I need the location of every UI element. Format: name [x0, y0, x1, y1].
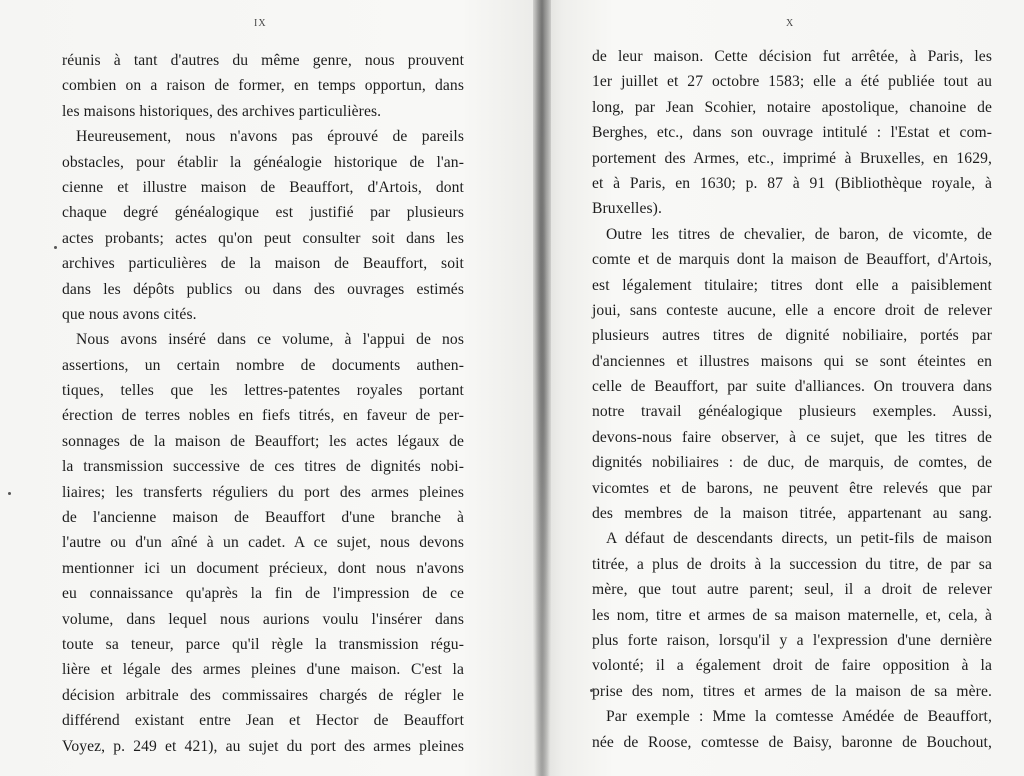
text-line: plusieurs autres titres de dignité nobiliaire, portés par: [592, 327, 992, 345]
text-line: de leur maison. Cette décision fut arrêtée, à Paris, les: [592, 48, 992, 65]
text-line: est légalement titulaire; titres dont elle a paisiblement: [592, 276, 992, 294]
text-line: eu connaissance qu'après la fin de l'impression de ce: [62, 585, 464, 603]
page-number: X: [786, 18, 795, 29]
page-body: [592, 44, 992, 755]
text-line: portement des Armes, etc., imprimé à Bruxelles, en 1629,: [592, 149, 992, 167]
text-line: la transmission successive de ces titres de dignités nobi-: [62, 458, 464, 476]
left-page: [62, 0, 464, 776]
right-page: [592, 0, 992, 776]
text-line: titrée, a plus de droits à la succession du titre, de par sa: [592, 555, 992, 573]
text-line: 1er juillet et 27 octobre 1583; elle a été publiée tout au: [592, 73, 992, 91]
text-line: Bruxelles).: [592, 200, 662, 218]
text-line: les nom, titre et armes de sa maison maternelle, et, cela, à: [592, 606, 992, 624]
speck-mark: [8, 492, 11, 495]
text-line: lière et légale des armes pleines d'une maison. C'est la: [62, 661, 464, 679]
text-line: Berghes, etc., dans son ouvrage intitulé : l'Estat et com-: [592, 124, 992, 142]
text-line: actes probants; actes qu'on peut consulter soit dans les: [62, 229, 464, 247]
text-line: obstacles, pour établir la généalogie historique de l'an-: [62, 153, 464, 171]
text-line: notre travail généalogique plusieurs exemples. Aussi,: [592, 403, 992, 421]
text-line: née de Roose, comtesse de Baisy, baronne de Bouchout,: [592, 733, 992, 751]
text-line: chaque degré généalogique est justifié par plusieurs: [62, 204, 464, 222]
text-line: volume, dans lequel nous aurions voulu l'insérer dans: [62, 610, 464, 628]
text-line: des membres de la maison titrée, appartenant au sang.: [592, 505, 992, 523]
text-line: cienne et illustre maison de Beauffort, d'Artois, dont: [62, 178, 464, 196]
text-line: sonnages de la maison de Beauffort; les actes légaux de: [62, 432, 464, 450]
page-body: [62, 48, 464, 759]
text-line: archives particulières de la maison de Beauffort, soit: [62, 255, 464, 273]
text-line: assertions, un certain nombre de documents authen-: [62, 356, 464, 374]
text-line: Outre les titres de chevalier, de baron, de vicomte, de: [606, 225, 992, 243]
text-line: de l'ancienne maison de Beauffort d'une branche à: [62, 509, 464, 527]
text-line: toute sa teneur, parce qu'il règle la transmission régu-: [62, 635, 464, 653]
text-line: l'autre ou d'un aîné à un cadet. A ce sujet, nous devons: [62, 534, 464, 552]
text-line: dans les dépôts publics ou dans des ouvrages estimés: [62, 280, 464, 298]
text-line: liaires; les transferts réguliers du port des armes pleines: [62, 483, 464, 501]
text-line: A défaut de descendants directs, un petit-fils de maison: [606, 530, 992, 548]
text-line: mentionner ici un document précieux, dont nous n'avons: [62, 559, 464, 577]
text-line: et à Paris, en 1630; p. 87 à 91 (Bibliothèque royale, à: [592, 174, 992, 192]
text-line: Heureusement, nous n'avons pas éprouvé de pareils: [76, 128, 464, 146]
text-line: dignités nobiliaires : de duc, de marquis, de comtes, de: [592, 454, 992, 472]
page-number: IX: [254, 18, 267, 29]
text-line: long, par Jean Scohier, notaire apostolique, chanoine de: [592, 98, 992, 116]
text-line: Nous avons inséré dans ce volume, à l'appui de nos: [76, 331, 464, 349]
text-line: volonté; il a également droit de faire opposition à la: [592, 657, 992, 675]
text-line: les maisons historiques, des archives particulières.: [62, 102, 382, 120]
text-line: plus forte raison, lorsqu'il y a l'expression d'une dernière: [592, 631, 992, 649]
text-line: vicomtes et de barons, ne peuvent être relevés que par: [592, 479, 992, 497]
speck-mark: [54, 246, 57, 249]
text-line: comte et de marquis dont la maison de Beauffort, d'Artois,: [592, 251, 992, 269]
text-line: mère, que tout autre parent; seul, il a droit de relever: [592, 581, 992, 599]
book-gutter: [533, 0, 551, 776]
text-line: celle de Beauffort, par suite d'alliances. On trouvera dans: [592, 378, 992, 396]
text-line: décision arbitrale des commissaires chargés de régler le: [62, 686, 464, 704]
text-line: Voyez, p. 249 et 421), au sujet du port des armes pleines: [62, 737, 464, 755]
text-line: tiques, telles que les lettres-patentes royales portant: [62, 382, 464, 400]
text-line: que nous avons cités.: [62, 305, 197, 323]
text-line: combien on a raison de former, en temps opportun, dans: [62, 77, 464, 95]
text-line: joui, sans conteste aucune, elle a encore droit de relever: [592, 301, 992, 319]
text-line: d'anciennes et illustres maisons qui se sont éteintes en: [592, 352, 992, 370]
text-line: Par exemple : Mme la comtesse Amédée de Beauffort,: [606, 708, 992, 726]
text-line: réunis à tant d'autres du même genre, nous prouvent: [62, 52, 464, 69]
text-line: différend existant entre Jean et Hector de Beauffort: [62, 712, 464, 730]
text-line: prise des nom, titres et armes de la maison de sa mère.: [592, 682, 992, 700]
text-line: devons-nous faire observer, à ce sujet, que les titres de: [592, 428, 992, 446]
text-line: érection de terres nobles en fiefs titrés, en faveur de per-: [62, 407, 464, 425]
